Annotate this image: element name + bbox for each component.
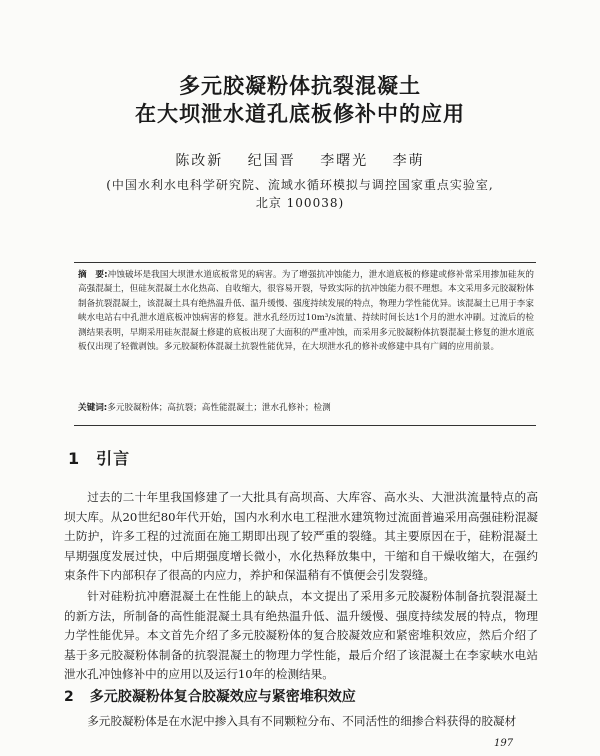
title-line-2: 在大坝泄水道孔底板修补中的应用	[135, 102, 465, 126]
section-2-heading	[64, 686, 356, 706]
abstract-label: 摘 要:	[78, 270, 108, 280]
page-number: 197	[494, 738, 514, 749]
section-1-paragraph-1: 过去的二十年里我国修建了一大批具有高坝高、大库容、高水头、大泄洪流量特点的高坝大库。从20世纪80年代开始，国内水利水电工程泄水建筑物过流面普遍采用高强硅粉混凝土防护，许多工程的过流面在施工期即出现了较严重的裂缝。其主要原因在于，硅粉混凝土早期强度发展过快，中后期强度增长微小，水化热释放集中，干缩和自干燥收缩大，在强约束条件下内部积存了很高的内应力，养护和保温稍有不慎便会引发裂缝。	[64, 490, 538, 583]
section-2-number: 2	[64, 689, 74, 705]
section-1-paragraph-2: 针对硅粉抗冲磨混凝土在性能上的缺点，本文提出了采用多元胶凝粉体制备抗裂混凝土的新方法，所制备的高性能混凝土具有绝热温升低、温升缓慢、强度持续发展的特点，物理力学性能优异。本文首先介绍了多元胶凝粉体的复合胶凝效应和紧密堆积效应，然后介绍了基于多元胶凝粉体制备的抗裂混凝土的物理力学性能，最后介绍了该混凝土在李家峡水电站泄水孔冲蚀修补中的应用以及运行10年的检测结果。	[64, 589, 538, 682]
abstract-text: 冲蚀破坏是我国大坝泄水道底板常见的病害。为了增强抗冲蚀能力，泄水道底板的修建或修补常采用掺加硅灰的高强混凝土，但硅灰混凝土水化热高、自收缩大，很容易开裂，导致实际的抗冲蚀能力很不理想。本文采用多元胶凝粉体制备抗裂混凝土，该混凝土具有绝热温升低、温升缓慢、强度持续发展的特点，物理力学性能优异。该混凝土已用于李家峡水电站右中孔泄水道底板冲蚀病害的修复。泄水孔经历过10m³/s流量、持续时间长达1个月的泄水冲刷。过流后的检测结果表明，早期采用硅灰混凝土修建的底板出现了大面积的严重冲蚀，而采用多元胶凝粉体抗裂混凝土修复的泄水道底板仅出现了轻微剥蚀。多元胶凝粉体混凝土抗裂性能优异，在大坝泄水孔的修补或修建中具有广阔的应用前景。	[78, 270, 534, 353]
title-line-1: 多元胶凝粉体抗裂混凝土	[179, 74, 421, 98]
section-1-number: 1	[68, 449, 81, 468]
section-2-title: 多元胶凝粉体复合胶凝效应与紧密堆积效应	[89, 689, 356, 705]
section-2-paragraph-1: 多元胶凝粉体是在水泥中掺入具有不同颗粒分布、不同活性的细掺合料获得的胶凝材	[87, 714, 517, 728]
keywords-label: 关键词:	[78, 403, 108, 413]
abstract-bottom-rule	[74, 425, 536, 426]
affiliation-line-2: 北京 100038)	[255, 196, 345, 210]
authors: 陈改新 纪国晋 李曙光 李萌	[175, 153, 425, 169]
abstract-top-rule	[74, 262, 536, 263]
keywords-text: 多元胶凝粉体；高抗裂；高性能混凝土；泄水孔修补；检测	[107, 403, 331, 413]
abstract	[78, 268, 534, 354]
affiliation-line-1: (中国水利水电科学研究院、流域水循环模拟与调控国家重点实验室,	[106, 178, 494, 192]
section-1-heading	[68, 446, 130, 469]
keywords	[78, 401, 534, 413]
affiliation	[60, 176, 540, 212]
section-1-title: 引言	[96, 449, 131, 468]
